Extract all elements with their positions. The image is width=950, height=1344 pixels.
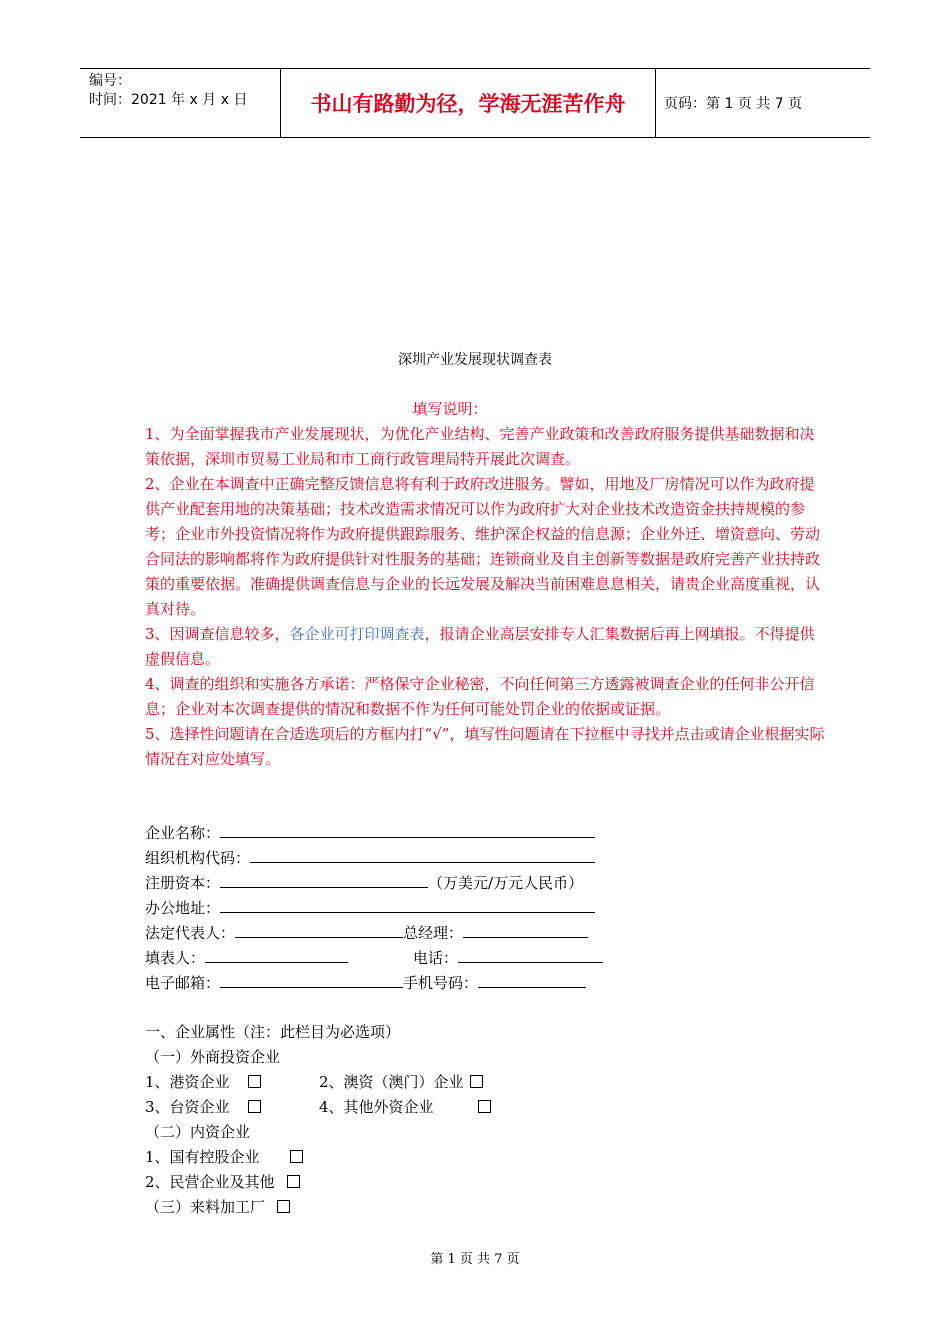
instruction-3 bbox=[145, 622, 825, 672]
company-info-form bbox=[145, 820, 595, 995]
time-label: 时间：2021 年 x 月 x 日 bbox=[89, 92, 248, 108]
capital-label: 注册资本： bbox=[145, 874, 221, 892]
option-private-label: 2、民营企业及其他 bbox=[145, 1173, 275, 1191]
header-motto: 书山有路勤为径，学海无涯苦作舟 bbox=[280, 69, 656, 137]
address-field[interactable] bbox=[220, 895, 595, 913]
header-meta bbox=[80, 69, 280, 137]
instruction-5: 5、选择性问题请在合适选项后的方框内打“√”，填写性问题请在下拉框中寻找并点击或请企业根据实际情况在对应处填写。 bbox=[145, 725, 825, 768]
filler-label: 填表人： bbox=[145, 949, 206, 967]
org-code-label: 组织机构代码： bbox=[145, 849, 251, 867]
instruction-1: 1、为全面掌握我市产业发展现状，为优化产业结构、完善产业政策和改善政府服务提供基础数据和决策依据，深圳市贸易工业局和市工商行政管理局特开展此次调查。 bbox=[145, 425, 815, 468]
checkbox-macau[interactable] bbox=[470, 1075, 483, 1088]
instructions bbox=[145, 397, 825, 772]
company-name-field[interactable] bbox=[220, 820, 595, 838]
email-label: 电子邮箱： bbox=[145, 974, 221, 992]
address-row bbox=[145, 895, 595, 920]
option-row-private bbox=[145, 1170, 400, 1195]
page-header bbox=[80, 68, 870, 138]
option-tw-label: 3、台资企业 bbox=[145, 1098, 230, 1116]
phone-label: 电话： bbox=[413, 949, 459, 967]
email-row bbox=[145, 970, 595, 995]
number-label: 编号： bbox=[89, 73, 131, 89]
header-page-info bbox=[664, 69, 870, 137]
instruction-3-highlight: 各企业可打印调查表 bbox=[289, 625, 425, 643]
option-macau-label: 2、澳资（澳门）企业 bbox=[319, 1073, 464, 1091]
subsection-domestic: （二）内资企业 bbox=[145, 1123, 251, 1141]
section-enterprise-type bbox=[145, 1020, 464, 1220]
checkbox-private[interactable] bbox=[287, 1175, 300, 1188]
option-hk bbox=[145, 1073, 261, 1091]
filler-field[interactable] bbox=[205, 945, 348, 963]
filler-row bbox=[145, 945, 595, 970]
gm-field[interactable] bbox=[463, 920, 588, 938]
phone-group bbox=[413, 945, 603, 971]
checkbox-hk[interactable] bbox=[248, 1075, 261, 1088]
instruction-2: 2、企业在本调查中正确完整反馈信息将有利于政府改进服务。譬如，用地及厂房情况可以作为政府提供产业配套用地的决策基础；技术改造需求情况可以作为政府扩大对企业技术改造资金扶持规模的参考；企业市外投资情况将作为政府提供跟踪服务、维护深企权益的信息源；企业外迁、增资意向、劳动合同法的影响都将作为政府提供针对性服务的基础；连锁商业及自主创新等数据是政府完善产业扶持政策的重要依据。准确提供调查信息与企业的长远发展及解决当前困难息息相关，请贵企业高度重视，认真对待。 bbox=[145, 475, 821, 618]
instruction-3-part-c: ，报请企业高层安排专人汇集数据后再上网填报。不得提供虚假信息。 bbox=[145, 625, 815, 668]
address-label: 办公地址： bbox=[145, 899, 221, 917]
option-row-2 bbox=[145, 1095, 434, 1120]
page-info-text: 页码：第 1 页 共 7 页 bbox=[664, 96, 803, 112]
option-state-label: 1、国有控股企业 bbox=[145, 1148, 260, 1166]
subsection-processing: （三）来料加工厂 bbox=[145, 1198, 266, 1216]
mobile-label: 手机号码： bbox=[403, 974, 479, 992]
option-macau bbox=[319, 1070, 483, 1095]
instruction-4: 4、调查的组织和实施各方承诺：严格保守企业秘密，不向任何第三方透露被调查企业的任何非公开信息；企业对本次调查提供的情况和数据不作为任何可能处罚企业的依据或证据。 bbox=[145, 675, 815, 718]
subsection-foreign: （一）外商投资企业 bbox=[145, 1048, 281, 1066]
legal-rep-label: 法定代表人： bbox=[145, 924, 236, 942]
option-other-label: 4、其他外资企业 bbox=[319, 1098, 434, 1116]
gm-label: 总经理： bbox=[403, 924, 464, 942]
phone-field[interactable] bbox=[458, 945, 603, 963]
capital-unit: （万美元/万元人民币） bbox=[428, 874, 584, 892]
option-hk-label: 1、港资企业 bbox=[145, 1073, 230, 1091]
org-code-field[interactable] bbox=[250, 845, 595, 863]
legal-rep-row bbox=[145, 920, 595, 945]
section1-heading: 一、企业属性（注：此栏目为必选项） bbox=[145, 1023, 401, 1041]
checkbox-other-foreign[interactable] bbox=[478, 1100, 491, 1113]
org-code-row bbox=[145, 845, 595, 870]
company-name-label: 企业名称： bbox=[145, 824, 221, 842]
company-name-row bbox=[145, 820, 595, 845]
checkbox-state[interactable] bbox=[290, 1150, 303, 1163]
instruction-3-part-a: 3、因调查信息较多， bbox=[145, 625, 290, 643]
option-tw bbox=[145, 1098, 261, 1116]
page-footer: 第 1 页 共 7 页 bbox=[430, 1252, 520, 1267]
option-row-1 bbox=[145, 1070, 464, 1095]
capital-row bbox=[145, 870, 595, 895]
legal-rep-field[interactable] bbox=[235, 920, 403, 938]
checkbox-processing[interactable] bbox=[277, 1200, 290, 1213]
option-row-state bbox=[145, 1145, 400, 1170]
email-field[interactable] bbox=[220, 970, 403, 988]
capital-field[interactable] bbox=[220, 870, 428, 888]
document-title: 深圳产业发展现状调查表 bbox=[398, 352, 552, 368]
option-row-processing bbox=[145, 1195, 400, 1220]
mobile-field[interactable] bbox=[478, 970, 586, 988]
option-other-foreign bbox=[319, 1095, 491, 1120]
instructions-heading: 填写说明： bbox=[412, 400, 488, 418]
checkbox-tw[interactable] bbox=[248, 1100, 261, 1113]
